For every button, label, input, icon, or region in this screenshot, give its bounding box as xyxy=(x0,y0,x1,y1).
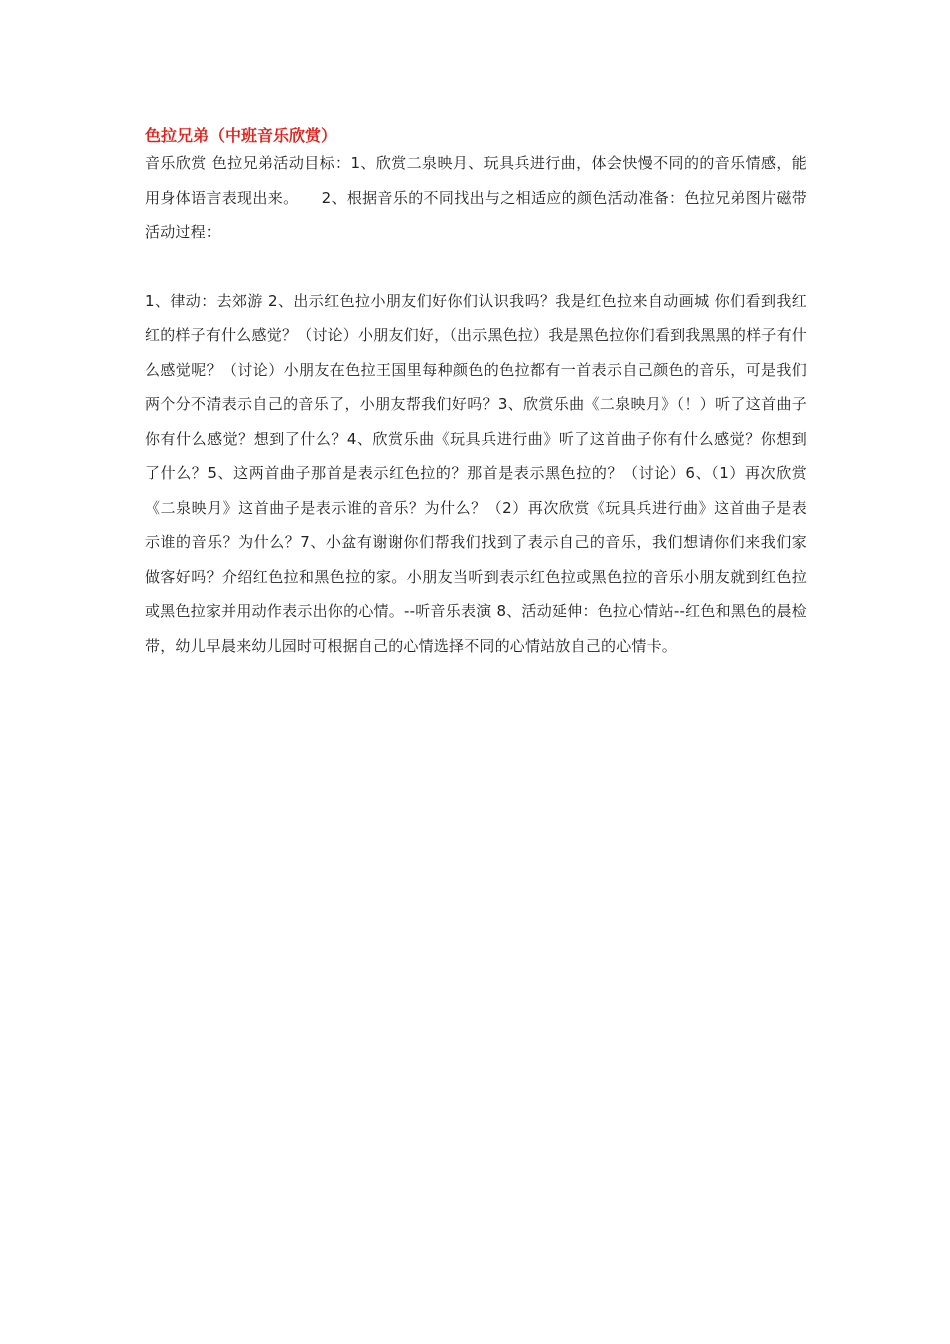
document-page xyxy=(145,122,807,663)
paragraph-gap xyxy=(145,250,807,284)
document-title: 色拉兄弟（中班音乐欣赏） xyxy=(145,126,338,145)
intro-paragraph: 音乐欣赏 色拉兄弟活动目标：1、欣赏二泉映月、玩具兵进行曲，体会快慢不同的的音乐情感，能用身体语言表现出来。 2、根据音乐的不同找出与之相适应的颜色活动准备：色拉兄弟图片磁带活动过程： xyxy=(145,154,807,241)
process-paragraph: 1、律动：去郊游 2、出示红色拉小朋友们好你们认识我吗？我是红色拉来自动画城 你们看到我红红的样子有什么感觉？（讨论）小朋友们好，（出示黑色拉）我是黑色拉你们看到我黑黑的样子有什么感觉呢？（讨论）小朋友在色拉王国里每种颜色的色拉都有一首表示自己颜色的音乐，可是我们两个分不清表示自己的音乐了，小朋友帮我们好吗？3、欣赏乐曲《二泉映月》（！）听了这首曲子你有什么感觉？想到了什么？4、欣赏乐曲《玩具兵进行曲》听了这首曲子你有什么感觉？你想到了什么？5、这两首曲子那首是表示红色拉的？那首是表示黑色拉的？（讨论）6、（1）再次欣赏《二泉映月》这首曲子是表示谁的音乐？为什么？（2）再次欣赏《玩具兵进行曲》这首曲子是表示谁的音乐？为什么？7、小盆有谢谢你们帮我们找到了表示自己的音乐，我们想请你们来我们家做客好吗？介绍红色拉和黑色拉的家。小朋友当听到表示红色拉或黑色拉的音乐小朋友就到红色拉或黑色拉家并用动作表示出你的心情。--听音乐表演 8、活动延伸：色拉心情站--红色和黑色的晨检带，幼儿早晨来幼儿园时可根据自己的心情选择不同的心情站放自己的心情卡。 xyxy=(145,291,807,655)
